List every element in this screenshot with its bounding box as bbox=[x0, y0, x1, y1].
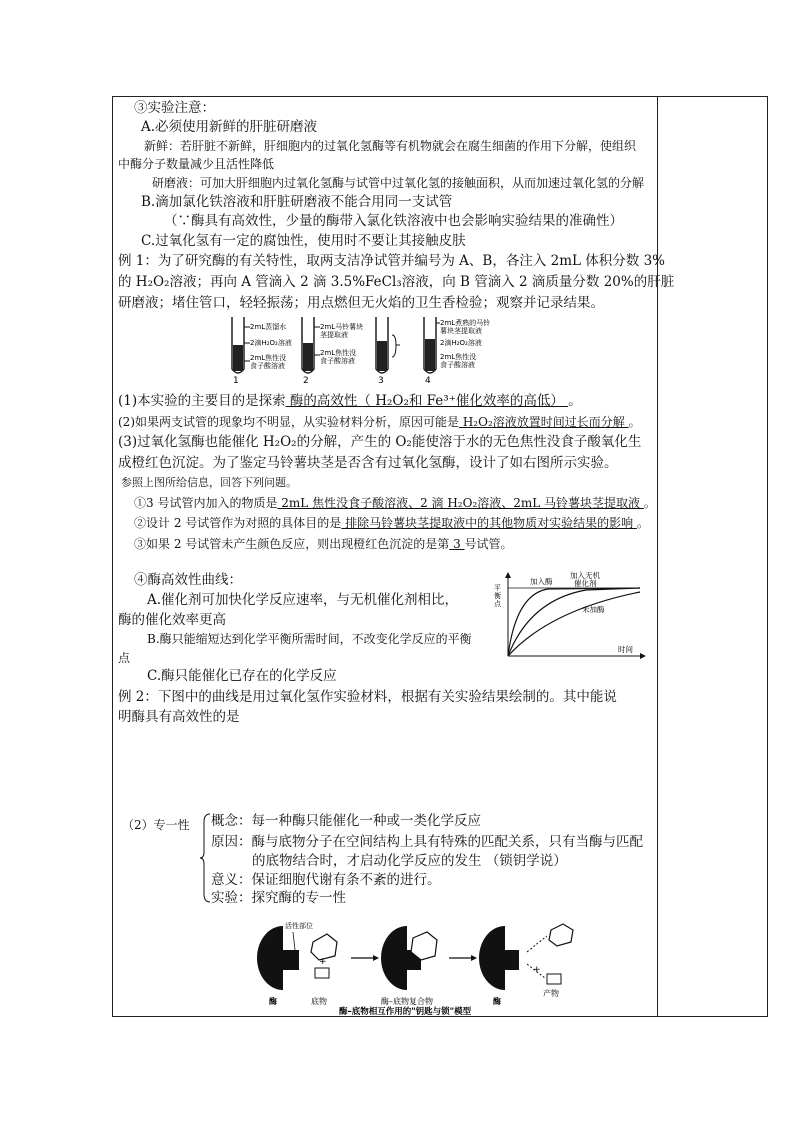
active-site-label: 活性部位 bbox=[285, 922, 313, 930]
sec4-title: ④酶高效性曲线： bbox=[134, 572, 242, 588]
test-tube-figure bbox=[228, 315, 491, 387]
sec3-fresh-2: 中酶分子数量减少且活性降低 bbox=[118, 157, 275, 171]
lock-key-model bbox=[255, 912, 595, 1016]
tube1-label-c: 2mL焦性没 bbox=[250, 354, 287, 362]
ex1-q1: (1)本实验的主要目的是探索 酶的高效性（ H₂O₂和 Fe³⁺催化效率的高低） 。 bbox=[118, 393, 582, 409]
tube4-label-a: 2mL煮熟的马铃 bbox=[440, 319, 491, 327]
ex1-line-3: 研磨液；堵住管口，轻轻振荡；用点燃但无火焰的卫生香检验；观察并记录结果。 bbox=[118, 295, 604, 311]
enzyme-3-label: 酶 bbox=[493, 997, 501, 1006]
spec-experiment: 实验：探究酶的专一性 bbox=[211, 890, 346, 906]
sec4-b-2: 点 bbox=[118, 651, 131, 665]
tube-3 bbox=[376, 317, 400, 386]
tube2-label-d: 食子酸溶液 bbox=[320, 357, 355, 365]
ex1-sub2-answer: 排除马铃薯块茎提取液中的其他物质对实验结果的影响 bbox=[341, 516, 637, 530]
enzyme-3 bbox=[479, 926, 519, 1006]
ex1-q1-answer: 酶的高效性（ H₂O₂和 Fe³⁺催化效率的高低） bbox=[285, 393, 569, 409]
tube2-number: 2 bbox=[303, 376, 309, 386]
tube2-label-a: 2mL马铃薯块 bbox=[320, 323, 364, 331]
ex1-q3-line-1: (3)过氧化氢酶也能催化 H₂O₂的分解，产生的 O₂能使溶于水的无色焦性没食子酸氧化生 bbox=[118, 434, 642, 450]
sec3-point-a: A.必须使用新鲜的肝脏研磨液 bbox=[141, 119, 318, 135]
ex1-line-2: 的 H₂O₂溶液；再向 A 管滴入 2 滴 3.5%FeCl₃溶液，向 B 管滴入 2 滴质量分数 20%的肝脏 bbox=[118, 274, 675, 290]
sec3-point-c: C.过氧化氢有一定的腐蚀性，使用时不要让其接触皮肤 bbox=[141, 233, 466, 249]
substrate bbox=[311, 934, 337, 1006]
sec3-point-b: B.滴加氯化铁溶液和肝脏研磨液不能合用同一支试管 bbox=[141, 194, 453, 210]
ex1-sub1: ①3 号试管内加入的物质是 2mL 焦性没食子酸溶液、2 滴 H₂O₂溶液、2mL 马铃薯块茎提取液 。 bbox=[134, 496, 656, 510]
efficiency-curve-graph bbox=[490, 570, 650, 665]
ex1-sub2: ②设计 2 号试管作为对照的具体目的是 排除马铃薯块茎提取液中的其他物质对实验结果的影响 。 bbox=[134, 516, 649, 530]
tube2-label-b: 茎提取液 bbox=[320, 331, 348, 339]
tube1-label-a: 2mL蒸馏水 bbox=[250, 323, 287, 331]
spec-label: （2）专一性 bbox=[122, 818, 190, 832]
tube-2 bbox=[302, 317, 363, 386]
enzyme-1 bbox=[257, 921, 313, 1006]
plus-sign-2: + bbox=[533, 965, 541, 975]
sec3-point-b-reason: （∵酶具有高效性，少量的酶带入氯化铁溶液中也会影响实验结果的准确性） bbox=[164, 213, 623, 229]
sec3-grind: 研磨液：可加大肝细胞内过氧化氢酶与试管中过氧化氢的接触面积，从而加速过氧化氢的分解 bbox=[152, 176, 645, 190]
graph-label-enzyme: 加入酶 bbox=[530, 577, 553, 586]
ex1-ref: 参照上图所给信息，回答下列问题。 bbox=[121, 476, 297, 489]
enzyme-substrate-complex bbox=[381, 926, 437, 1006]
product-label: 产物 bbox=[543, 989, 559, 998]
graph-label-inorganic-1: 加入无机 bbox=[570, 571, 600, 580]
table-column-divider bbox=[657, 96, 658, 1017]
enzyme-1-label: 酶 bbox=[269, 997, 277, 1006]
ex1-sub1-answer: 2mL 焦性没食子酸溶液、2 滴 H₂O₂溶液、2mL 马铃薯块茎提取液 bbox=[277, 496, 644, 510]
graph-label-inorganic-2: 催化剂 bbox=[574, 579, 597, 588]
tube4-label-e: 食子酸溶液 bbox=[440, 361, 475, 369]
graph-x-label: 时间 bbox=[618, 645, 633, 654]
graph-label-none: 未加酶 bbox=[582, 605, 605, 614]
ex1-q3-line-2: 成橙红色沉淀。为了鉴定马铃薯块茎是否含有过氧化氢酶，设计了如右图所示实验。 bbox=[118, 455, 618, 471]
spec-concept: 概念：每一种酶只能催化一种或一类化学反应 bbox=[211, 813, 481, 829]
tube1-label-d: 食子酸溶液 bbox=[250, 362, 285, 370]
ex2-line-1: 例 2：下图中的曲线是用过氧化氢作实验材料，根据有关实验结果绘制的。其中能说 bbox=[118, 689, 617, 705]
substrate-label: 底物 bbox=[311, 997, 327, 1006]
tube4-label-d: 2mL焦性没 bbox=[440, 353, 477, 361]
graph-y-3: 点 bbox=[494, 600, 501, 608]
plus-sign: + bbox=[319, 957, 327, 967]
complex-label: 酶–底物复合物 bbox=[381, 997, 433, 1006]
tube-1 bbox=[232, 317, 292, 386]
spec-meaning: 意义：保证细胞代谢有条不紊的进行。 bbox=[211, 872, 441, 888]
model-caption: 酶–底物相互作用的"钥匙与锁"模型 bbox=[339, 1007, 472, 1017]
spec-reason-2: 的底物结合时，才启动化学反应的发生 （锁钥学说） bbox=[252, 853, 567, 869]
spec-reason-1: 原因：酶与底物分子在空间结构上具有特殊的匹配关系，只有当酶与匹配 bbox=[211, 834, 643, 850]
graph-y-1: 平 bbox=[494, 584, 501, 592]
ex1-q2: (2)如果两支试管的现象均不明显，从实验材料分析，原因可能是 H₂O₂溶液放置时间过长而分解 。 bbox=[118, 415, 641, 429]
tube2-label-c: 2mL焦性没 bbox=[320, 349, 357, 357]
tube4-label-c: 2滴H₂O₂溶液 bbox=[440, 339, 482, 347]
ex2-line-2: 明酶具有高效性的是 bbox=[118, 709, 240, 725]
sec4-a-2: 酶的催化效率更高 bbox=[118, 612, 226, 628]
ex1-q2-answer: H₂O₂溶液放置时间过长而分解 bbox=[459, 415, 629, 429]
ex1-line-1: 例 1：为了研究酶的有关特性，取两支洁净试管并编号为 A、B，各注入 2mL 体积分数 3% bbox=[118, 253, 665, 269]
ex1-sub3: ③如果 2 号试管未产生颜色反应，则出现橙红色沉淀的是第 3 号试管。 bbox=[134, 537, 513, 551]
sec4-c: C.酶只能催化已存在的化学反应 bbox=[147, 668, 337, 684]
tube3-number: 3 bbox=[378, 376, 384, 386]
sec3-title: ③实验注意： bbox=[134, 100, 215, 116]
tube4-label-b: 薯块茎提取液 bbox=[440, 327, 482, 335]
sec3-fresh-1: 新鲜：若肝脏不新鲜，肝细胞内的过氧化氢酶等有机物就会在腐生细菌的作用下分解，使组织 bbox=[144, 139, 637, 153]
tube4-number: 4 bbox=[425, 376, 431, 386]
graph-y-2: 衡 bbox=[494, 592, 501, 600]
sec4-a-1: A.催化剂可加快化学反应速率，与无机催化剂相比， bbox=[147, 592, 459, 608]
ex1-sub3-answer: 3 bbox=[449, 537, 465, 551]
tube1-label-b: 2滴H₂O₂溶液 bbox=[250, 339, 292, 347]
sec4-b-1: B.酶只能缩短达到化学平衡所需时间，不改变化学反应的平衡 bbox=[147, 632, 472, 646]
tube1-number: 1 bbox=[233, 376, 239, 386]
products bbox=[527, 924, 573, 998]
